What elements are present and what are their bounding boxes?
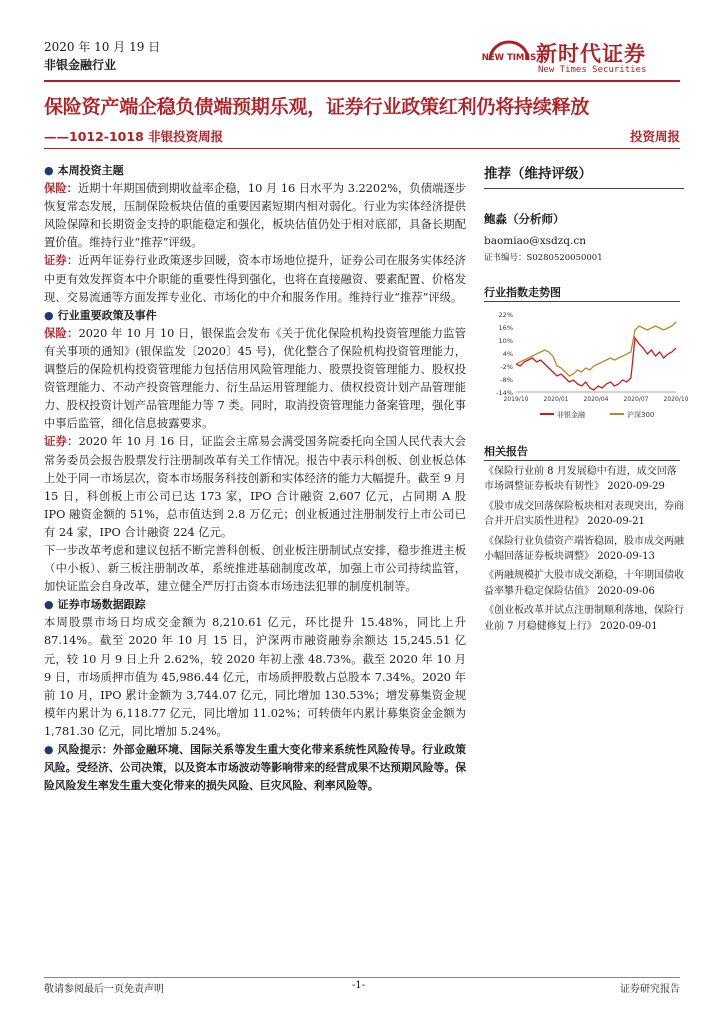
section-heading: ● 本周投资主题 bbox=[44, 164, 124, 177]
related-report-date: 2020-09-13 bbox=[597, 551, 655, 563]
index-trend-chart bbox=[484, 308, 689, 433]
risk-warning: ● 风险提示：外部金融环境、国际关系等发生重大变化带来系统性风险传导。行业政策风险。受经济、公司决策，以及资本市场波动等影响带来的经营成果不达预期风险等。保险风险发生率发生重大变化带来的损失风险、巨灾风险、利率风险等。 bbox=[44, 743, 467, 793]
bullet-icon: ● bbox=[44, 308, 54, 322]
report-date: 2020 年 10 月 19 日 bbox=[44, 40, 161, 54]
report-type: 投资周报 bbox=[629, 129, 680, 144]
legend-label: 沪深300 bbox=[627, 411, 655, 419]
title-divider bbox=[44, 148, 680, 149]
paragraph-securities: 证券：近两年证券行业政策逐步回暖，资本市场地位提升，证券公司在服务实体经济中更有效发挥资本中介职能的重要性得到强化，也将在直接融资、要素配置、价格发现、交易流通等方面发挥专业化、市场化的中介和服务作用。维持行业“推荐”评级。 bbox=[44, 254, 466, 304]
x-tick-label: 2020/07 bbox=[623, 396, 649, 403]
bullet-icon: ● bbox=[44, 743, 54, 756]
paragraph-next-steps: 下一步改革考虑和建议包括不断完善科创板、创业板注册制试点安排，稳步推进主板（中小板）、新三板注册制改革，系统推进基础制度改革，加强上市公司持续监管，加快证监会自身改革，建立健全严厉打击资本市场违法犯罪的制度机制等。 bbox=[44, 543, 466, 594]
y-tick-label: 16% bbox=[498, 324, 513, 332]
paragraph-insurance-policy: 保险：2020 年 10 月 10 日，银保监会发布《关于优化保险机构投资管理能力监管有关事项的通知》(银保监发〔2020〕45 号)，优化整合了保险机构投资管理能力，调整后的保险机构投资管理能力包括信用风险管理能力、股票投资管理能力、股权投资管理能力、不动产投资管理能力、衍生品运用管理能力、债权投资计划产品管理能力、股权投资计划产品管理能力等 7 类。同时，取消投资管理能力备案管理，强化事中事后监管，细化信息披露要求。 bbox=[44, 326, 466, 431]
paragraph-market-data: 本周股票市场日均成交金额为 8,210.61 亿元，环比提升 15.48%，同比上升 87.14%。截至 2020 年 10 月 15 日，沪深两市融资融券余额达 15,245.51 亿元，较 10 月 9 日上升 2.62%，较 2020 年初上涨 48.73%。截至 2020 年 10 月 9 日，市场质押市值为 45,986.44 亿元，市场质押股数占总股本 7.34%。2020 年前 10 月，IPO 累计金额为 3,744.07 亿元，同比增加 130.53%；增发募集资金规模年内累计为 6,118.77 亿元，同比增加 11.02%；可转债年内累计募集资金金额为 1,781.30 亿元，同比增加 5.24%。 bbox=[44, 616, 466, 738]
x-tick-label: 2019/10 bbox=[503, 396, 529, 403]
analyst-cert: 证书编号：S0280520050001 bbox=[484, 253, 603, 263]
related-report-date: 2020-09-06 bbox=[597, 585, 655, 597]
related-reports-heading: 相关报告 bbox=[484, 445, 528, 458]
related-report-date: 2020-09-21 bbox=[587, 516, 645, 528]
section-heading: ● 证券市场数据跟踪 bbox=[44, 598, 146, 612]
analyst-name: 鲍淼（分析师） bbox=[484, 212, 565, 226]
related-report-title: 《保险行业负债资产端皆稳固，股市成交两融小幅回落证券板块调整》 bbox=[484, 535, 684, 563]
section-heading: ● 行业重要政策及事件 bbox=[44, 308, 157, 322]
analyst-email[interactable]: baomiao@xsdzq.cn bbox=[484, 235, 586, 247]
legend-label: 非银金融 bbox=[557, 411, 585, 419]
bullet-icon: ● bbox=[44, 598, 54, 612]
logo-name-cn: 新时代证券 bbox=[536, 42, 646, 66]
sector-label: 非银金融行业 bbox=[44, 58, 117, 72]
related-report-item[interactable] bbox=[484, 534, 684, 565]
related-divider bbox=[484, 460, 680, 461]
y-tick-label: -8% bbox=[500, 376, 513, 384]
related-report-title: 《两融规模扩大股市成交渐稳，十年期国债收益率攀升稳定保险估值》 bbox=[484, 570, 684, 597]
series-line-nonbank bbox=[516, 338, 676, 390]
related-report-item[interactable] bbox=[484, 499, 684, 530]
footer-label: 证券研究报告 bbox=[620, 984, 680, 995]
x-tick-label: 2020/04 bbox=[583, 396, 609, 403]
company-logo bbox=[481, 38, 686, 78]
chart-divider bbox=[484, 301, 680, 302]
footer-disclaimer: 敬请参阅最后一页免责声明 bbox=[44, 984, 164, 995]
report-subtitle: ——1012-1018 非银投资周报 bbox=[44, 129, 224, 144]
related-report-title: 《保险行业前 8 月发展稳中有进，成交回落市场调整证券板块有韧性》 bbox=[484, 466, 677, 493]
related-report-item[interactable] bbox=[484, 568, 684, 599]
logo-mark-icon bbox=[481, 38, 537, 78]
bullet-icon: ● bbox=[44, 164, 54, 177]
series-line-csi300 bbox=[516, 322, 676, 376]
related-report-title: 《股市成交回落保险板块相对表现突出，券商合并开启实质性进程》 bbox=[484, 500, 684, 528]
paragraph-insurance: 保险：近期十年期国债到期收益率企稳，10 月 16 日水平为 3.2202%，负债端逐步恢复常态发展，压制保险板块估值的重要因素短期内相对弱化。行业为实体经济提供风险保障和长期资金支持的职能稳定和强化，板块估值仍处于相对底部，具备长期配置价值。维持行业“推荐”评级。 bbox=[44, 182, 466, 250]
logo-mark-text: NEW TIMES bbox=[481, 53, 537, 63]
header-divider bbox=[44, 80, 680, 82]
x-tick-label: 2020/10 bbox=[663, 396, 689, 403]
y-tick-label: 4% bbox=[502, 350, 513, 358]
paragraph-label: 证券： bbox=[44, 254, 79, 268]
related-report-title: 《创业板改革并试点注册制顺利落地，保险行业前 7 月稳健修复上行》 bbox=[484, 605, 684, 632]
y-tick-label: -2% bbox=[500, 363, 513, 371]
main-content bbox=[44, 162, 466, 795]
related-report-date: 2020-09-29 bbox=[607, 481, 665, 493]
page-number: -1- bbox=[352, 980, 366, 991]
paragraph-label: 保险： bbox=[44, 182, 78, 196]
y-tick-label: 10% bbox=[498, 337, 513, 345]
related-report-item[interactable] bbox=[484, 603, 684, 634]
paragraph-securities-policy: 证券：2020 年 10 月 16 日，证监会主席易会满受国务院委托向全国人民代表大会常务委员会报告股票发行注册制改革有关工作情况。报告中表示科创板、创业板总体上处于同一市场层次，资本市场服务科技创新和实体经济的能力大幅提升。截至 9 月 15 日，科创板上市公司已达 173 家，IPO 合计融资 2,607 亿元，占同期 A 股 IPO 融资金额的 51%，总市值达到 2.8 万亿元；创业板通过注册制发行上市公司已有 24 家，IPO 合计融资 224 亿元。 bbox=[44, 435, 466, 539]
paragraph-label: 证券： bbox=[44, 435, 79, 449]
logo-name-en: New Times Securities bbox=[538, 65, 647, 75]
y-tick-label: -14% bbox=[496, 389, 513, 397]
rating: 推荐（维持评级） bbox=[484, 162, 684, 189]
related-reports-list bbox=[484, 464, 684, 638]
report-title: 保险资产端企稳负债端预期乐观，证券行业政策红利仍将持续释放 bbox=[44, 96, 590, 118]
y-tick-label: 22% bbox=[498, 311, 513, 319]
related-report-item[interactable] bbox=[484, 464, 684, 495]
related-report-date: 2020-09-01 bbox=[599, 620, 658, 632]
x-tick-label: 2020/01 bbox=[543, 396, 569, 403]
footer-divider bbox=[44, 977, 680, 978]
chart-title: 行业指数走势图 bbox=[484, 286, 561, 299]
sidebar bbox=[484, 162, 684, 263]
paragraph-label: 保险： bbox=[44, 326, 79, 340]
